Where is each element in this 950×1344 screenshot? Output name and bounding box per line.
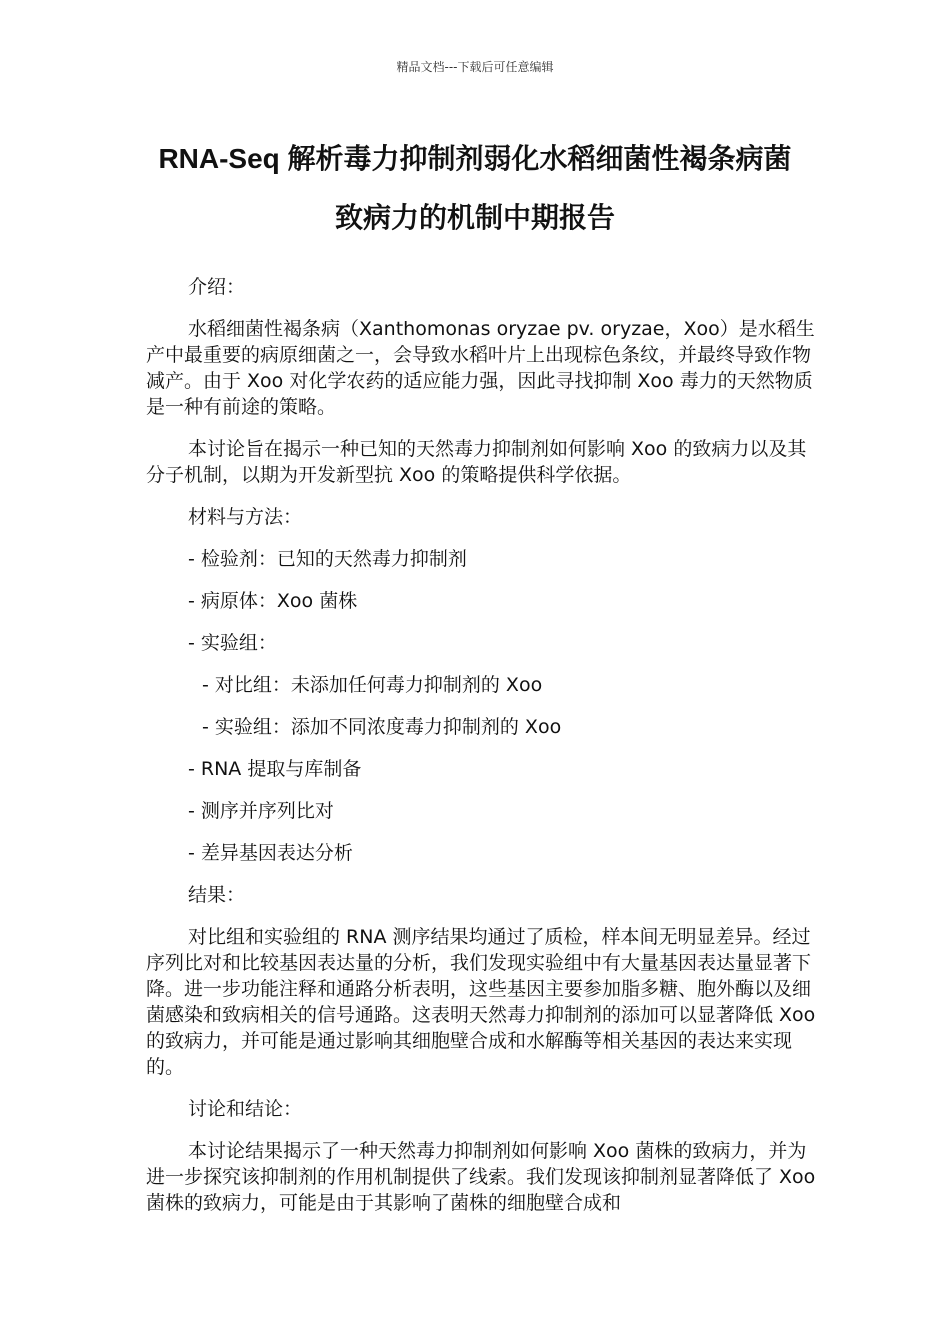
intro-paragraph-1: 水稻细菌性褐条病（Xanthomonas oryzae pv. oryzae，Xoo）是水稻生产中最重要的病原细菌之一，会导致水稻叶片上出现棕色条纹，并最终导致作物减产。由于 Xoo 对化学农药的适应能力强，因此寻找抑制 Xoo 毒力的天然物质是一种有前途的策略。 — [146, 318, 815, 418]
section-label-results: 结果： — [188, 884, 246, 906]
methods-item-rna-extraction: - RNA 提取与库制备 — [188, 758, 362, 780]
document-title-line-2: 致病力的机制中期报告 — [334, 202, 615, 233]
methods-item-pathogen: - 病原体：Xoo 菌株 — [188, 590, 358, 612]
document-title-line-1: RNA-Seq 解析毒力抑制剂弱化水稻细菌性褐条病菌 — [158, 143, 792, 174]
methods-item-deg-analysis: - 差异基因表达分析 — [188, 842, 353, 864]
section-label-methods: 材料与方法： — [188, 506, 303, 528]
results-paragraph-1: 对比组和实验组的 RNA 测序结果均通过了质检，样本间无明显差异。经过序列比对和比较基因表达量的分析，我们发现实验组中有大量基因表达量显著下降。进一步功能注释和通路分析表明，这些基因主要参加脂多糖、胞外酶以及细菌感染和致病相关的信号通路。这表明天然毒力抑制剂的添加可以显著降低 Xoo 的致病力，并可能是通过影响其细胞壁合成和水解酶等相关基因的表达来实现的。 — [146, 926, 816, 1078]
document-body — [146, 274, 816, 1216]
section-label-discussion: 讨论和结论： — [188, 1098, 303, 1120]
methods-subitem-experimental-group: - 实验组：添加不同浓度毒力抑制剂的 Xoo — [202, 716, 562, 738]
methods-item-sequencing: - 测序并序列比对 — [188, 800, 334, 822]
intro-paragraph-2: 本讨论旨在揭示一种已知的天然毒力抑制剂如何影响 Xoo 的致病力以及其分子机制，以期为开发新型抗 Xoo 的策略提供科学依据。 — [146, 438, 807, 486]
section-label-intro: 介绍： — [188, 276, 246, 298]
discussion-paragraph-1: 本讨论结果揭示了一种天然毒力抑制剂如何影响 Xoo 菌株的致病力，并为进一步探究该抑制剂的作用机制提供了线索。我们发现该抑制剂显著降低了 Xoo 菌株的致病力，可能是由于其影响了菌株的细胞壁合成和 — [146, 1140, 816, 1214]
methods-subitem-control-group: - 对比组：未添加任何毒力抑制剂的 Xoo — [202, 674, 543, 696]
methods-item-groups: - 实验组： — [188, 632, 277, 654]
page-header-note: 精品文档---下载后可任意编辑 — [396, 60, 554, 74]
methods-item-reagent: - 检验剂：已知的天然毒力抑制剂 — [188, 548, 467, 570]
